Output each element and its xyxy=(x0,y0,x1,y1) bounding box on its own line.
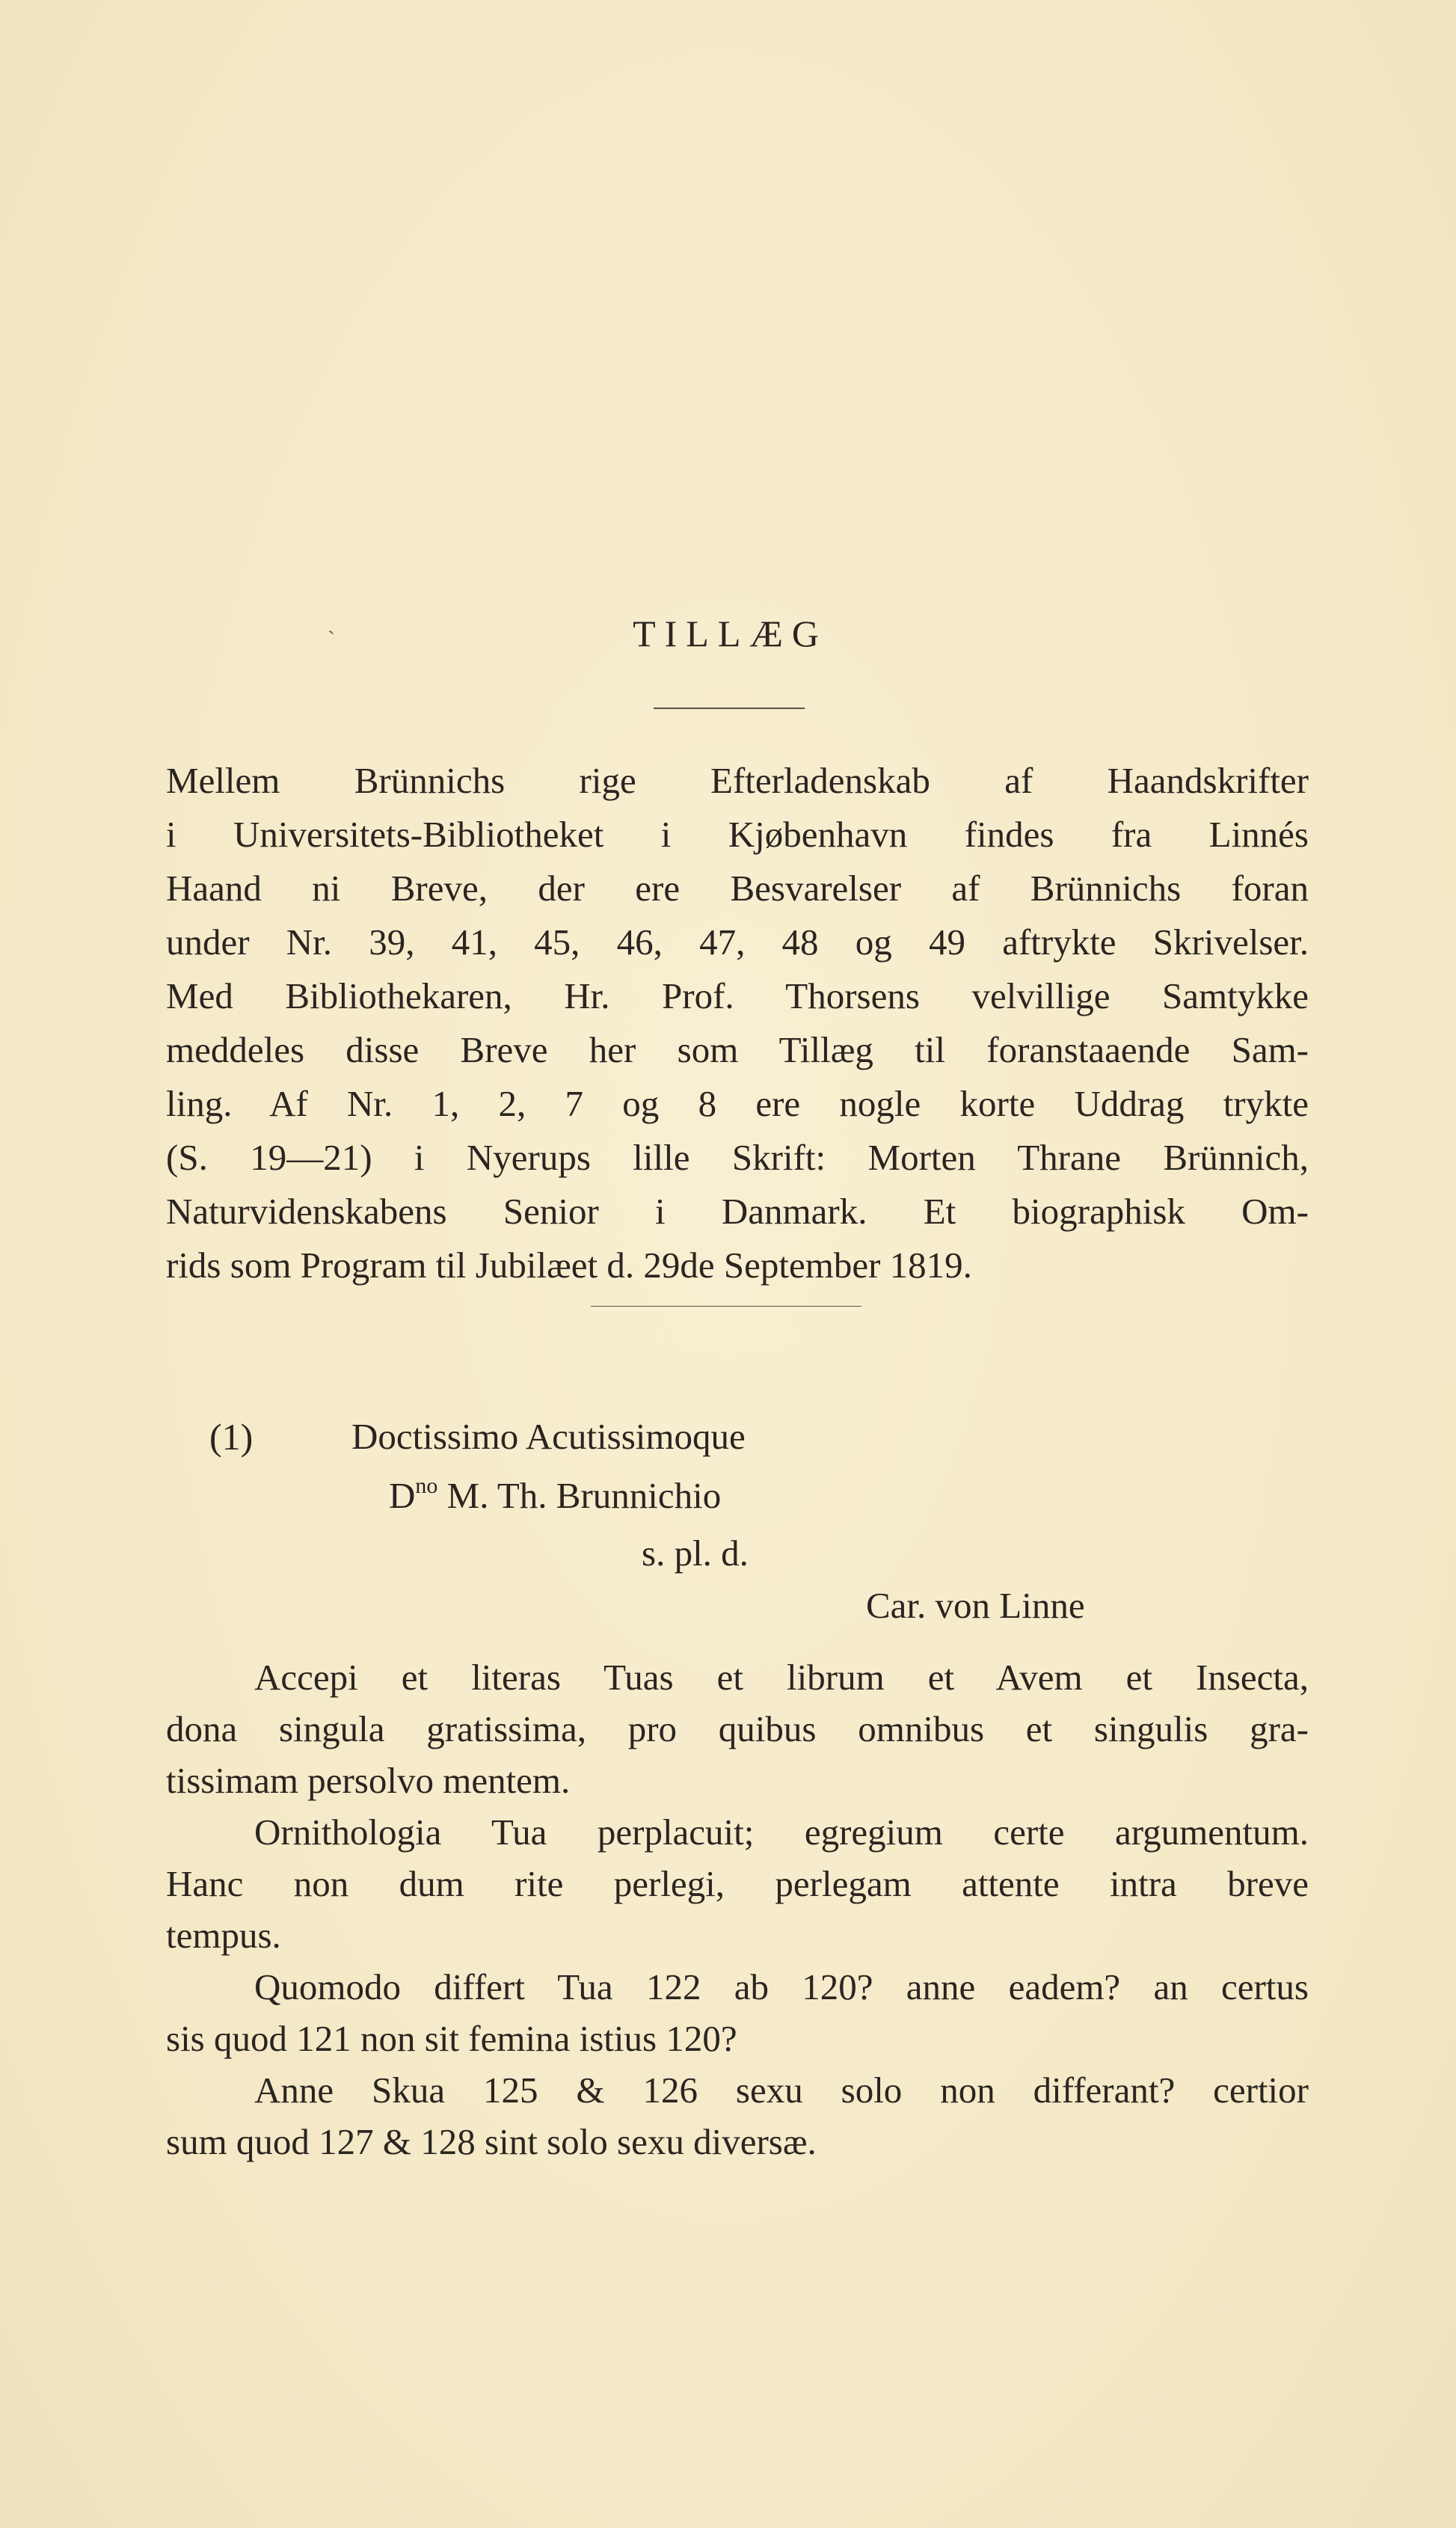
body-line: Quomodo differt Tua 122 ab 120? anne eadem? an certus xyxy=(254,1966,1309,2007)
body-line: Ornithologia Tua perplacuit; egregium certe argumentum. xyxy=(254,1811,1309,1853)
intro-line: Med Bibliothekaren, Hr. Prof. Thorsens velvillige Samtykke xyxy=(166,975,1309,1016)
salutation-line: Doctissimo Acutissimoque xyxy=(351,1416,746,1457)
body-line: tissimam persolvo mentem. xyxy=(166,1760,571,1801)
intro-line: (S. 19—21) i Nyerups lille Skrift: Morten Thrane Brünnich, xyxy=(166,1137,1309,1178)
intro-line: Mellem Brünnichs rige Efterladenskab af Haandskrifter xyxy=(166,760,1309,801)
intro-line: meddeles disse Breve her som Tillæg til foranstaaende Sam- xyxy=(166,1029,1309,1070)
page-heading: TILLÆG xyxy=(633,613,828,654)
salutation-prefix: D xyxy=(389,1475,416,1516)
stray-mark: ` xyxy=(328,627,335,651)
salutation-recipient xyxy=(389,1473,721,1517)
intro-line: Haand ni Breve, der ere Besvarelser af Brünnichs foran xyxy=(166,868,1309,909)
salutation-greeting: s. pl. d. xyxy=(642,1533,749,1574)
intro-line: Naturvidenskabens Senior i Danmark. Et biographisk Om- xyxy=(166,1191,1309,1232)
salutation-name: M. Th. Brunnichio xyxy=(437,1475,722,1516)
letter-body xyxy=(166,1651,1309,2167)
heading-rule xyxy=(654,708,805,709)
body-line: dona singula gratissima, pro quibus omnibus et singulis gra- xyxy=(166,1708,1309,1749)
intro-line: under Nr. 39, 41, 45, 46, 47, 48 og 49 aftrykte Skrivelser. xyxy=(166,921,1309,963)
body-line: tempus. xyxy=(166,1915,281,1956)
body-line: sis quod 121 non sit femina istius 120? xyxy=(166,2018,737,2059)
salutation-sender: Car. von Linne xyxy=(866,1585,1085,1626)
body-line: sum quod 127 & 128 sint solo sexu diversæ. xyxy=(166,2121,817,2162)
salutation-superscript: no xyxy=(415,1473,438,1498)
intro-line: i Universitets-Bibliotheket i Kjøbenhavn findes fra Linnés xyxy=(166,814,1309,855)
intro-paragraph xyxy=(166,754,1309,1292)
body-line: Hanc non dum rite perlegi, perlegam attente intra breve xyxy=(166,1863,1309,1904)
body-line: Anne Skua 125 & 126 sexu solo non differant? certior xyxy=(254,2070,1309,2111)
letter-number: (1) xyxy=(209,1416,254,1458)
section-rule xyxy=(591,1306,861,1307)
intro-line: ling. Af Nr. 1, 2, 7 og 8 ere nogle korte Uddrag trykte xyxy=(166,1083,1309,1124)
intro-line: rids som Program til Jubilæet d. 29de September 1819. xyxy=(166,1245,972,1286)
body-line: Accepi et literas Tuas et librum et Avem et Insecta, xyxy=(254,1657,1309,1698)
